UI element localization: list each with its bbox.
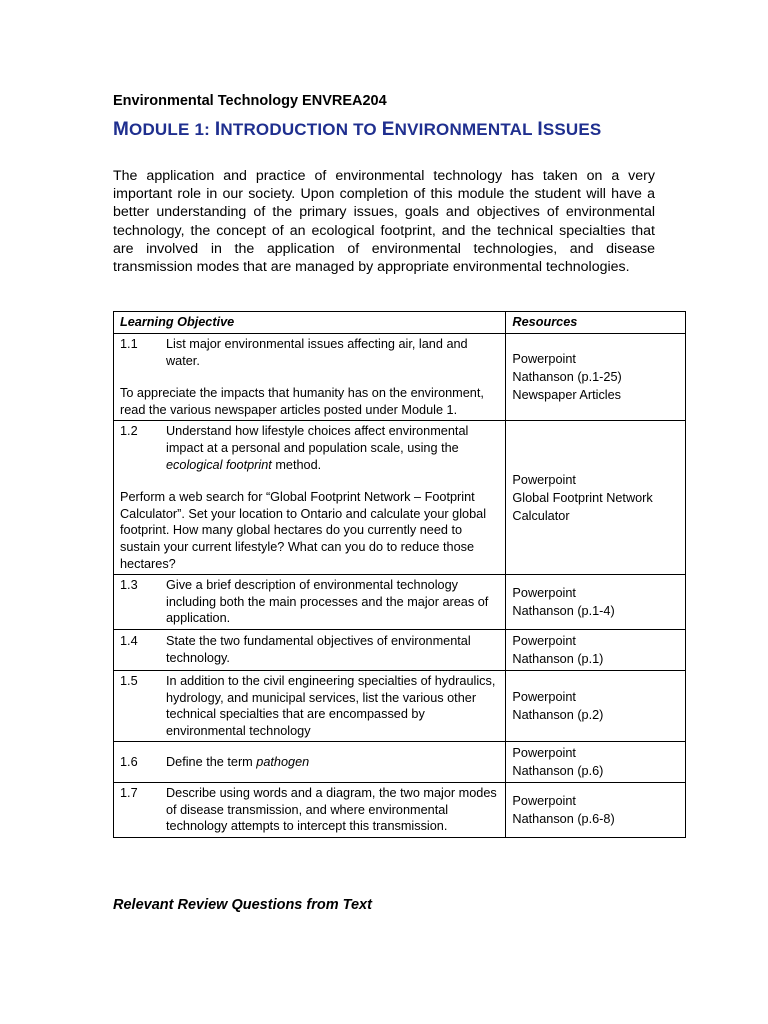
resource-item: Nathanson (p.6-8) bbox=[512, 812, 615, 827]
objective-number: 1.6 bbox=[120, 754, 138, 769]
objective-cell bbox=[114, 670, 506, 741]
learning-objectives-table bbox=[113, 311, 686, 838]
objective-extra: To appreciate the impacts that humanity has on the environment, read the various newspaper articles posted under Module 1. bbox=[120, 386, 484, 417]
resources-cell bbox=[506, 334, 686, 421]
objective-number: 1.5 bbox=[120, 673, 138, 688]
resources-cell bbox=[506, 629, 686, 670]
resources-cell bbox=[506, 575, 686, 630]
review-questions-heading: Relevant Review Questions from Text bbox=[113, 897, 372, 913]
resource-item: Global Footprint Network Calculator bbox=[512, 490, 653, 523]
objective-text: In addition to the civil engineering specialties of hydraulics, hydrology, and municipal services, list the various other technical specialties that are encompassed by environmental technology bbox=[166, 673, 496, 738]
resource-item: Nathanson (p.2) bbox=[512, 708, 604, 723]
objective-cell bbox=[114, 783, 506, 838]
table-row bbox=[114, 670, 686, 741]
header-learning-objective: Learning Objective bbox=[114, 312, 506, 334]
resource-item: Newspaper Articles bbox=[512, 388, 622, 403]
resource-item: Nathanson (p.1-4) bbox=[512, 604, 615, 619]
objective-text: List major environmental issues affecting air, land and water. bbox=[166, 337, 468, 368]
objective-cell bbox=[114, 629, 506, 670]
resource-item: Powerpoint bbox=[512, 586, 576, 601]
ecological-footprint-term: ecological footprint bbox=[166, 457, 272, 472]
objective-cell bbox=[114, 575, 506, 630]
objective-text: Understand how lifestyle choices affect environmental impact at a personal and population scale, using the ecological footprint method. bbox=[166, 424, 469, 472]
objective-cell bbox=[114, 742, 506, 783]
objective-cell bbox=[114, 334, 506, 421]
objective-number: 1.1 bbox=[120, 337, 138, 351]
table-row bbox=[114, 421, 686, 575]
resources-cell bbox=[506, 742, 686, 783]
course-title: Environmental Technology ENVREA204 bbox=[113, 93, 387, 109]
header-resources: Resources bbox=[506, 312, 686, 334]
table-row bbox=[114, 783, 686, 838]
resource-item: Nathanson (p.1-25) bbox=[512, 370, 622, 385]
objective-extra: Perform a web search for “Global Footprint Network – Footprint Calculator”. Set your location to Ontario and calculate your global footprint. How many global hectares do you currently need to sustain your current lifestyle? What can you do to reduce those hectares? bbox=[120, 490, 487, 571]
resource-item: Nathanson (p.6) bbox=[512, 764, 604, 779]
table-row bbox=[114, 575, 686, 630]
resource-item: Nathanson (p.1) bbox=[512, 651, 604, 666]
resource-item: Powerpoint bbox=[512, 746, 576, 761]
table-row bbox=[114, 334, 686, 421]
resource-item: Powerpoint bbox=[512, 794, 576, 809]
resource-item: Powerpoint bbox=[512, 352, 576, 367]
intro-paragraph: The application and practice of environmental technology has taken on a very important role in our society. Upon completion of this module the student will have a better understanding of the primary issues, goals and objectives of environmental technology, the concept of an ecological footprint, and the technical specialties that are involved in the application of environmental technologies, and disease transmission modes that are managed by appropriate environmental technologies. bbox=[113, 168, 655, 276]
resources-cell bbox=[506, 783, 686, 838]
table-header-row bbox=[114, 312, 686, 334]
resource-item: Powerpoint bbox=[512, 472, 576, 487]
resource-item: Powerpoint bbox=[512, 633, 576, 648]
resources-cell bbox=[506, 421, 686, 575]
table-row bbox=[114, 629, 686, 670]
objective-text: Describe using words and a diagram, the two major modes of disease transmission, and where environmental technology attempts to intercept this transmission. bbox=[166, 786, 497, 834]
objective-text: Define the term pathogen bbox=[166, 754, 310, 769]
resources-cell bbox=[506, 670, 686, 741]
objective-cell bbox=[114, 421, 506, 575]
objective-number: 1.3 bbox=[120, 578, 138, 593]
module-title: MODULE 1: INTRODUCTION TO ENVIRONMENTAL ISSUES bbox=[113, 119, 602, 140]
table-row bbox=[114, 742, 686, 783]
objective-text: Give a brief description of environmental technology including both the main processes and the major areas of application. bbox=[166, 578, 489, 626]
pathogen-term: pathogen bbox=[256, 754, 310, 769]
objective-number: 1.7 bbox=[120, 786, 138, 801]
objective-text: State the two fundamental objectives of environmental technology. bbox=[166, 634, 471, 665]
objective-number: 1.2 bbox=[120, 424, 138, 439]
objective-number: 1.4 bbox=[120, 634, 138, 649]
resource-item: Powerpoint bbox=[512, 690, 576, 705]
